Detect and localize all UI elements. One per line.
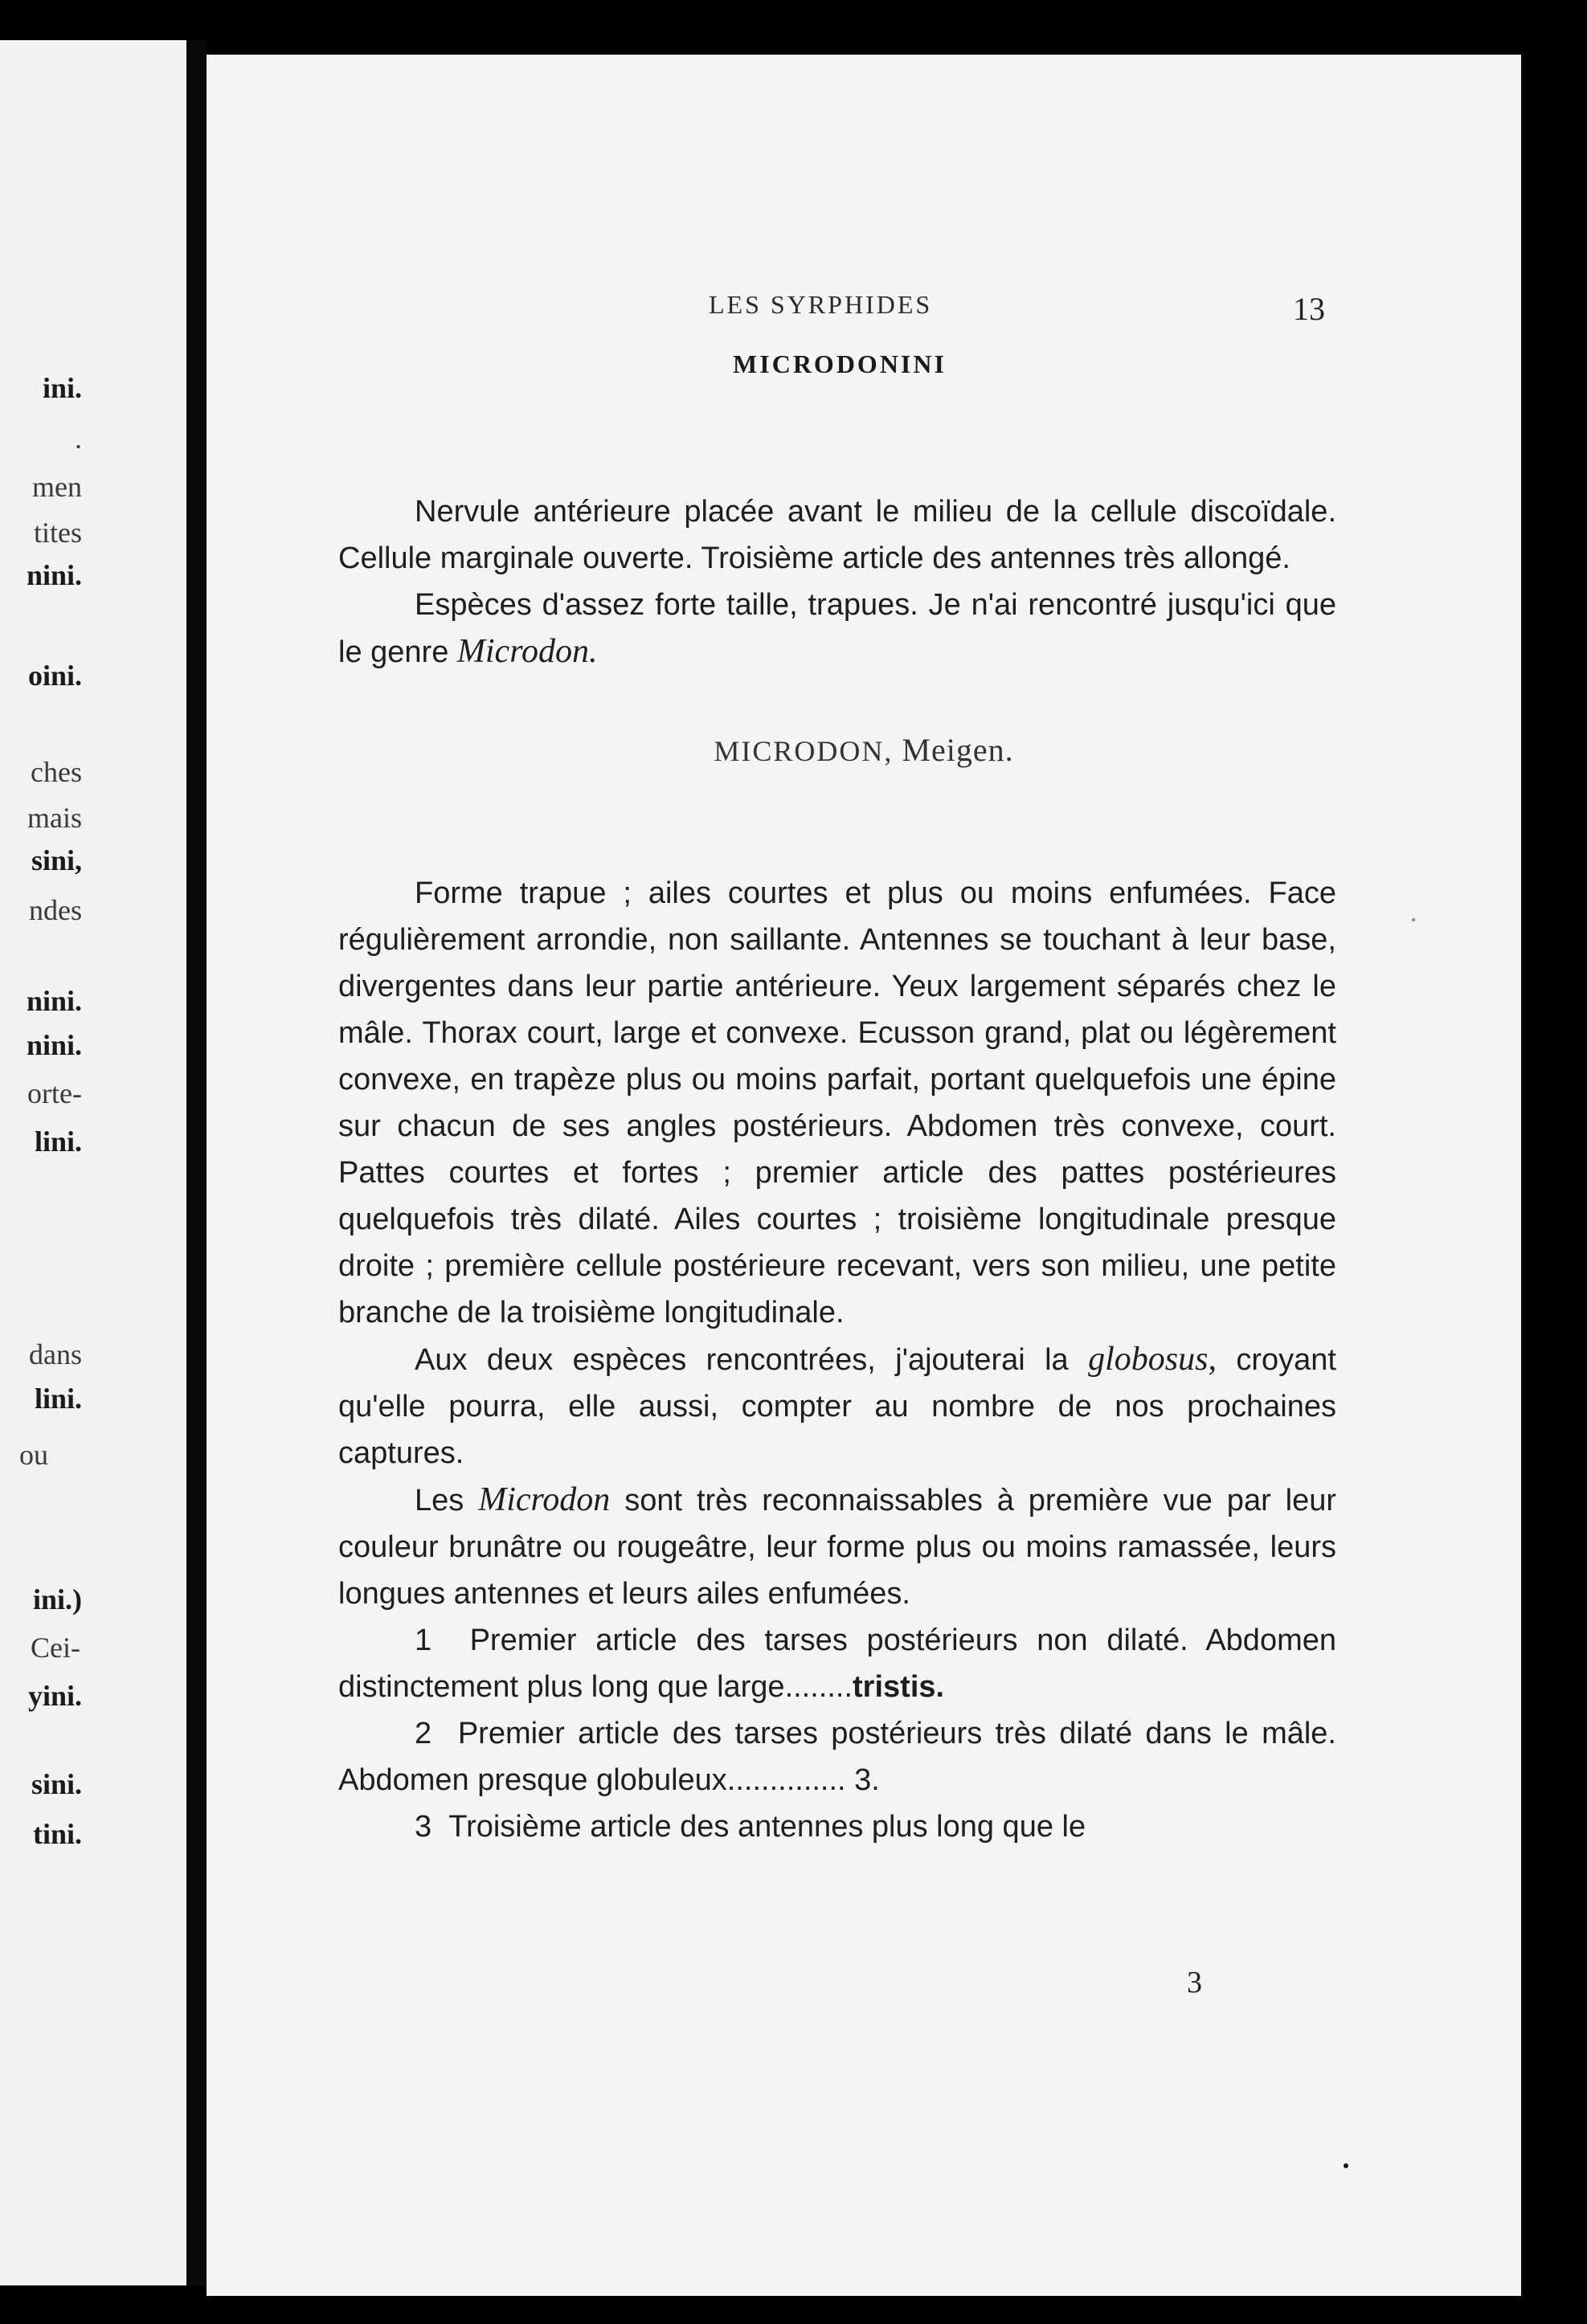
- signature-mark: 3: [1187, 1966, 1202, 1999]
- genus-heading: [207, 731, 1521, 769]
- previous-page-line: .: [75, 423, 82, 455]
- previous-page-line: yini.: [27, 1680, 82, 1712]
- key-text: Premier article des tarses postérieurs non dilaté. Abdomen distinctement plus long que large........: [338, 1624, 1336, 1704]
- previous-page-line: dans: [29, 1338, 82, 1370]
- recognition-after: sont très reconnaissables à première vue par leur couleur brunâtre ou rougeâtre, leur forme plus ou moins ramassée, leurs longues antennes et leurs ailes enfumées.: [338, 1484, 1337, 1611]
- previous-page-line: ini.: [42, 372, 82, 404]
- page-number: 13: [1293, 291, 1325, 327]
- species-note-before: Aux deux espèces rencontrées, j'ajouterai la: [415, 1343, 1069, 1377]
- previous-page-line: oini.: [27, 660, 82, 692]
- book-page: [207, 55, 1521, 2296]
- book-gutter: [186, 40, 207, 2285]
- running-title: LES SYRPHIDES: [709, 290, 933, 319]
- genus-author: Meigen.: [902, 732, 1014, 768]
- previous-page-line: lini.: [34, 1383, 82, 1415]
- previous-page-line: nini.: [26, 559, 82, 591]
- previous-page-line: orte-: [27, 1077, 82, 1109]
- previous-page-line: ches: [31, 756, 82, 788]
- intro-genus-name: Microdon.: [456, 633, 598, 670]
- key-entry-2: [338, 1710, 1336, 1803]
- key-entry-1: [338, 1617, 1336, 1710]
- intro-paragraph-1: Nervule antérieure placée avant le milieu de la cellule discoïdale. Cellule marginale ouverte. Troisième article des antennes très allongé.: [338, 495, 1336, 575]
- dust-speck: [1344, 2163, 1348, 2168]
- previous-page-line: tites: [34, 517, 82, 549]
- recognition-paragraph: [338, 1476, 1336, 1617]
- key-number: 2: [415, 1717, 432, 1750]
- previous-page-line: ndes: [29, 894, 82, 926]
- key-number: 1: [415, 1624, 432, 1657]
- key-number: 3: [415, 1810, 432, 1844]
- previous-page-line: ini.): [32, 1583, 82, 1615]
- previous-page-edge: [0, 40, 186, 2285]
- previous-page-line: sini.: [31, 1768, 82, 1800]
- intro-paragraph-2-text: Espèces d'assez forte taille, trapues. Je n'ai rencontré jusqu'ici que le genre: [338, 588, 1336, 669]
- key-text: Premier article des tarses postérieurs très dilaté dans le mâle. Abdomen presque globuleux..............: [338, 1717, 1336, 1797]
- previous-page-line: tini.: [32, 1818, 82, 1850]
- previous-page-line: men: [32, 471, 82, 503]
- species-note-after: croyant qu'elle pourra, elle aussi, compter au nombre de nos prochaines captures.: [338, 1343, 1336, 1470]
- species-note-italic: globosus,: [1088, 1341, 1217, 1378]
- intro-section: [338, 488, 1336, 676]
- previous-page-line: nini.: [26, 985, 82, 1017]
- tribe-title: MICRODONINI: [733, 349, 947, 378]
- genus-section: [338, 870, 1336, 1850]
- key-entry-3: [338, 1803, 1336, 1850]
- previous-page-line: sini,: [31, 844, 82, 876]
- intro-paragraph-2: [338, 582, 1336, 676]
- previous-page-line: nini.: [26, 1029, 82, 1061]
- key-result: 3.: [854, 1763, 880, 1797]
- previous-page-line: Cei-: [31, 1632, 80, 1664]
- previous-page-line: lini.: [34, 1125, 82, 1158]
- key-result: tristis.: [853, 1670, 945, 1704]
- running-header: [207, 290, 1521, 330]
- genus-description: Forme trapue ; ailes courtes et plus ou moins enfumées. Face régulièrement arrondie, non saillante. Antennes se touchant à leur base, divergentes dans leur partie antérieure. Yeux largement séparés chez le mâle. Thorax court, large et convexe. Ecusson grand, plat ou légèrement convexe, en trapèze plus ou moins parfait, portant quelquefois une épine sur chacun de ses angles postérieurs. Abdomen très convexe, court. Pattes courtes et fortes ; premier article des pattes postérieures quelquefois très dilaté. Ailes courtes ; troisième longitudinale presque droite ; première cellule postérieure recevant, vers son milieu, une petite branche de la troisième longitudinale.: [338, 876, 1336, 1329]
- species-note: [338, 1336, 1336, 1476]
- key-text: Troisième article des antennes plus long que le: [448, 1810, 1086, 1844]
- previous-page-line: mais: [27, 802, 82, 834]
- genus-name: MICRODON,: [714, 735, 894, 767]
- recognition-before: Les: [415, 1484, 464, 1517]
- dust-speck: [1412, 918, 1415, 921]
- recognition-italic: Microdon: [478, 1481, 611, 1518]
- previous-page-line: ou: [19, 1439, 48, 1471]
